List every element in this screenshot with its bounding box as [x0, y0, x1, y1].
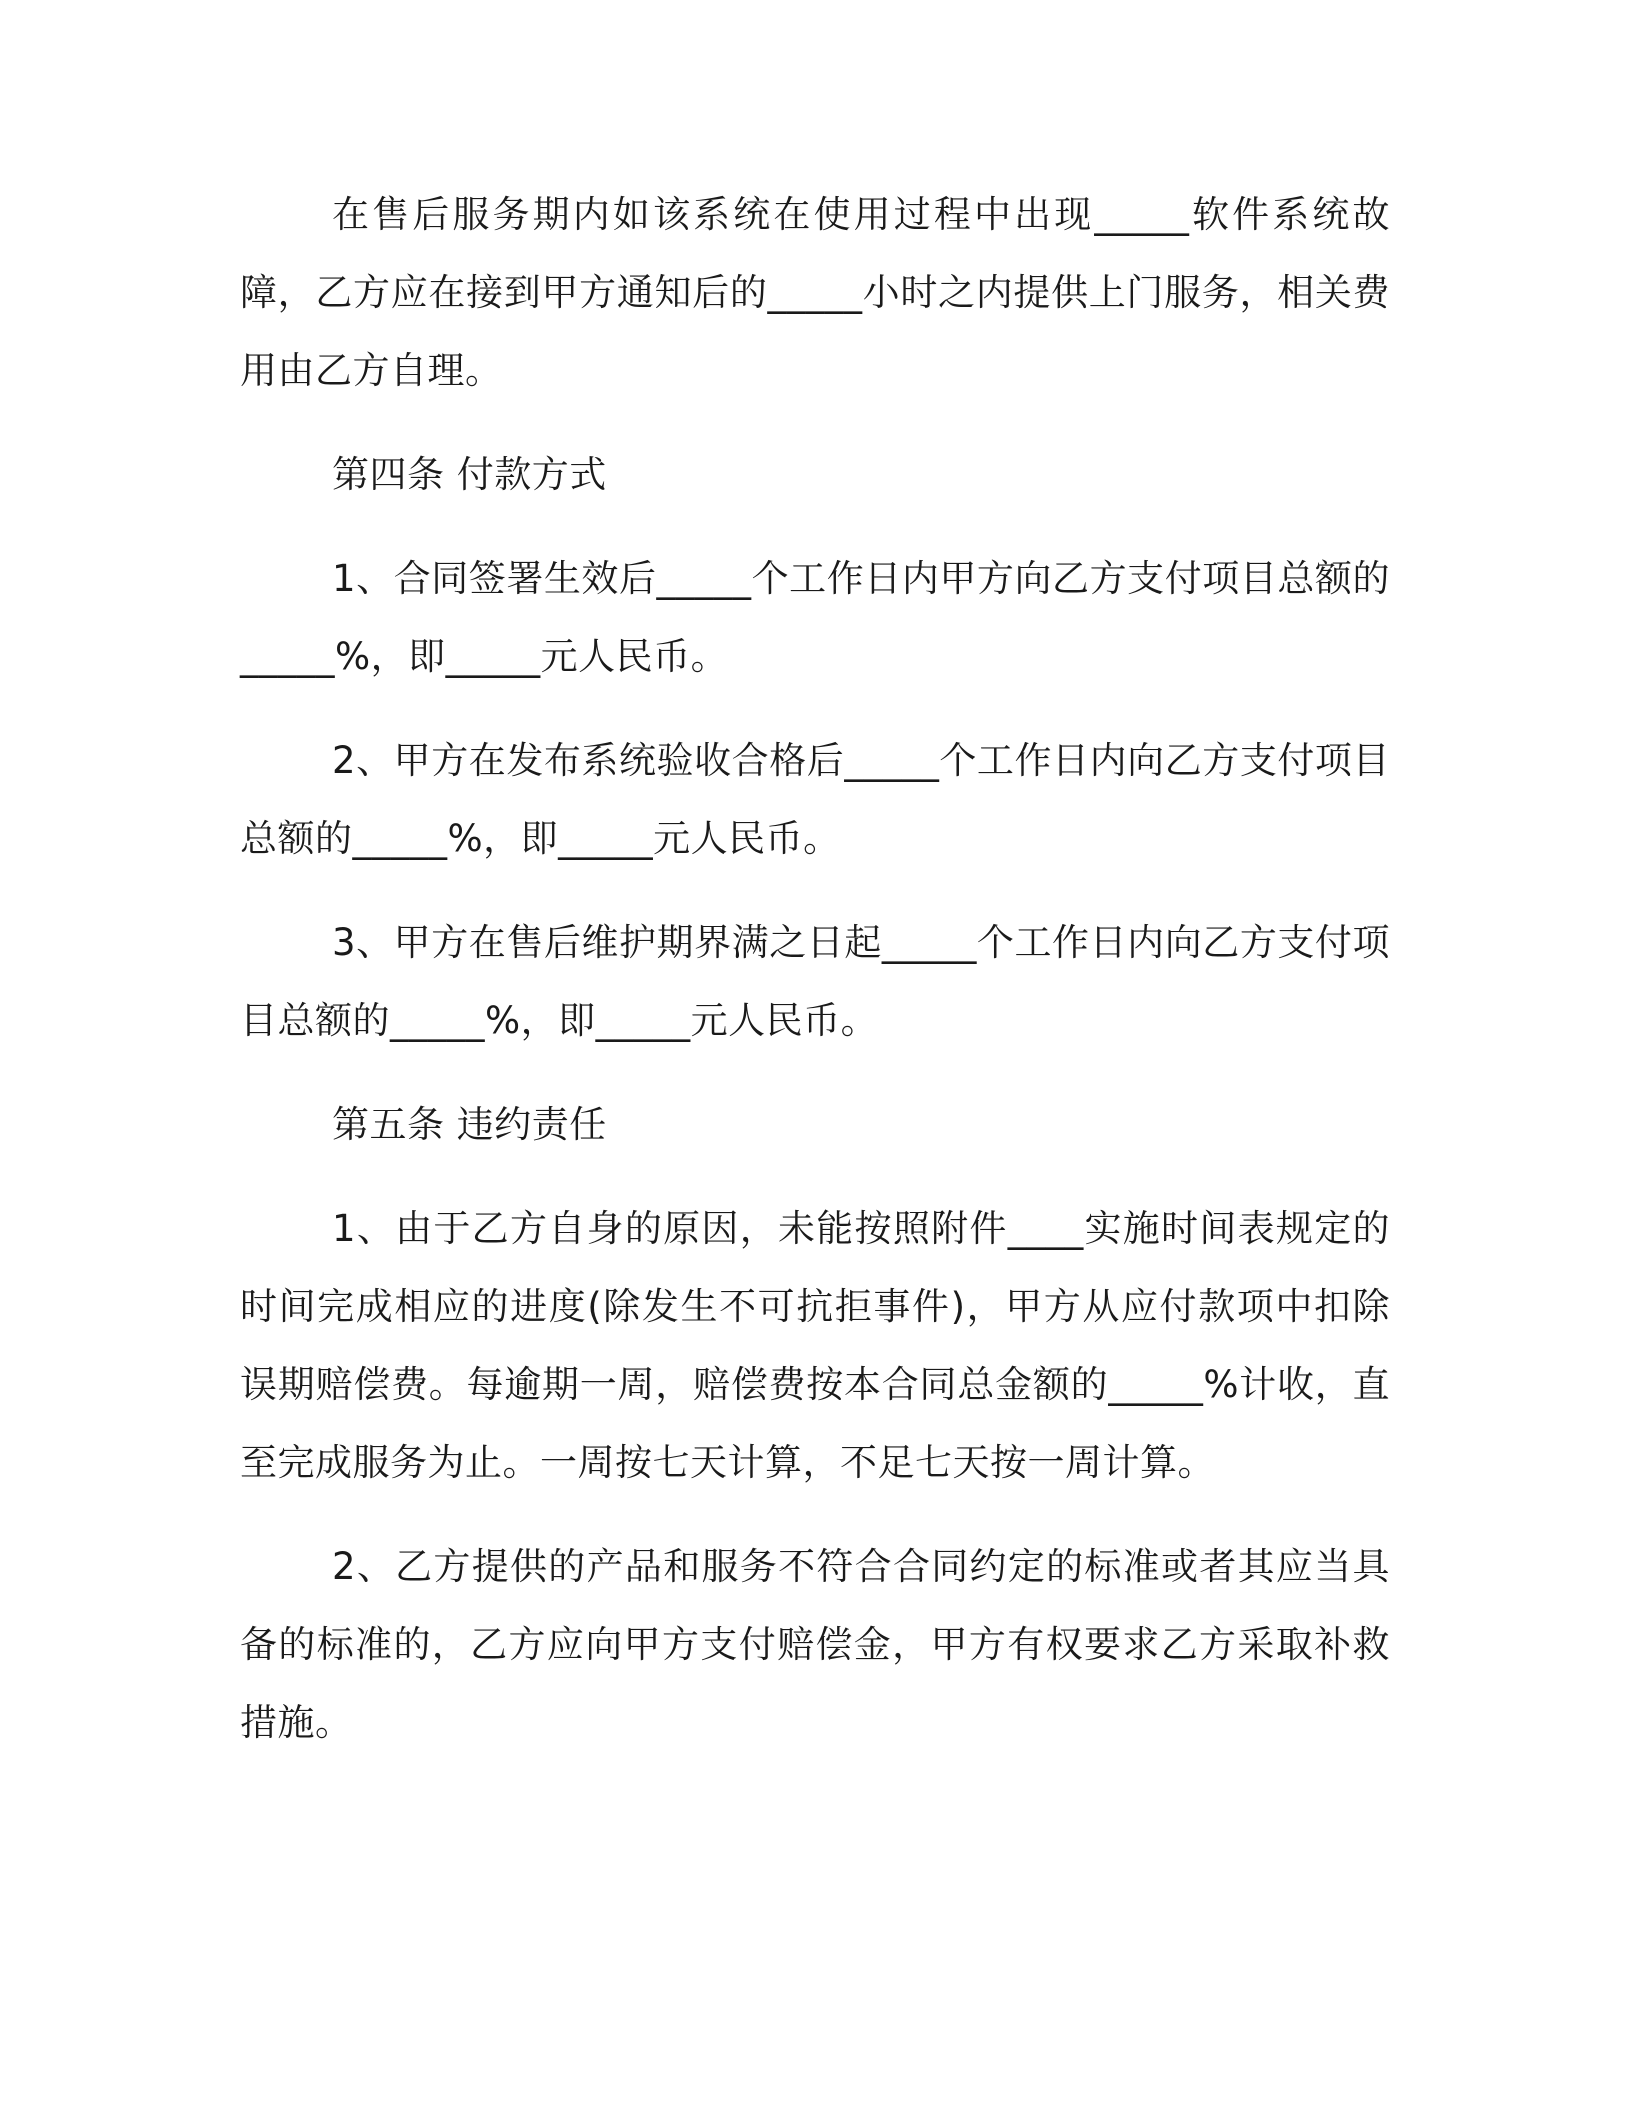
paragraph-after-sales-service: 在售后服务期内如该系统在使用过程中出现_____软件系统故障，乙方应在接到甲方通知后的_____小时之内提供上门服务，相关费用由乙方自理。: [240, 193, 1390, 392]
section-heading-liability: 第五条 违约责任: [332, 1103, 607, 1146]
paragraph-payment-2: 2、甲方在发布系统验收合格后_____个工作日内向乙方支付项目总额的_____%，即_____元人民币。: [240, 739, 1390, 860]
paragraph-payment-3: 3、甲方在售后维护期界满之日起_____个工作日内向乙方支付项目总额的_____%，即_____元人民币。: [240, 921, 1390, 1042]
document-body: [240, 176, 1390, 1788]
paragraph-liability-2: 2、乙方提供的产品和服务不符合合同约定的标准或者其应当具备的标准的，乙方应向甲方支付赔偿金，甲方有权要求乙方采取补救措施。: [240, 1545, 1390, 1744]
paragraph-payment-1: 1、合同签署生效后_____个工作日内甲方向乙方支付项目总额的_____%，即_____元人民币。: [240, 557, 1390, 678]
section-heading-payment-method: 第四条 付款方式: [332, 453, 607, 496]
paragraph-liability-1: 1、由于乙方自身的原因，未能按照附件____实施时间表规定的时间完成相应的进度(除发生不可抗拒事件)，甲方从应付款项中扣除误期赔偿费。每逾期一周，赔偿费按本合同总金额的_____%计收，直至完成服务为止。一周按七天计算，不足七天按一周计算。: [240, 1207, 1390, 1484]
